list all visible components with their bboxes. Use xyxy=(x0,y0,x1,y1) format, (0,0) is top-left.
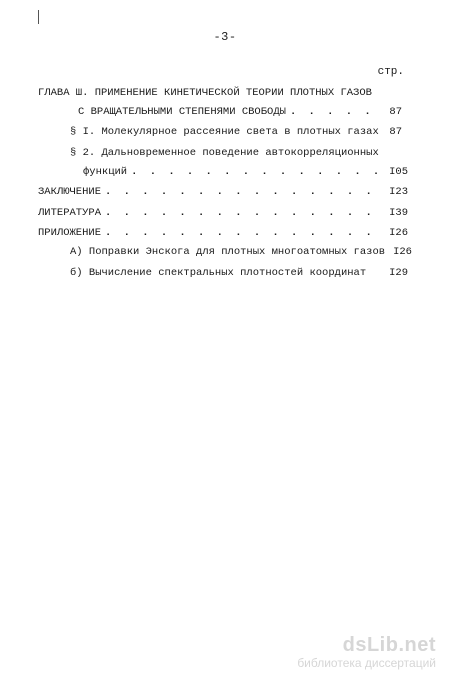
watermark-tagline: библиотека диссертаций xyxy=(297,656,436,670)
appendix-title: ПРИЛОЖЕНИЕ xyxy=(38,227,102,239)
toc-entry-appendix-a xyxy=(70,245,412,259)
page-number: -3- xyxy=(213,30,237,44)
dot-leader xyxy=(105,226,385,240)
chapter-3-title-line1: ГЛАВА Ш. ПРИМЕНЕНИЕ КИНЕТИЧЕСКОЙ ТЕОРИИ ПЛОТНЫХ ГАЗОВ xyxy=(38,87,372,99)
toc-entry-conclusion xyxy=(38,185,408,199)
section-2-title-line2: функций xyxy=(83,166,128,178)
page-column-header: стр. xyxy=(377,66,404,78)
toc-entry-appendix-b xyxy=(70,266,408,280)
section-2-title-line1: § 2. Дальновременное поведение автокорреляционных xyxy=(70,147,379,159)
toc-entry-section-2 xyxy=(83,165,408,179)
section-1-page: 87 xyxy=(389,126,402,138)
toc-entry-chapter-3 xyxy=(78,105,402,119)
toc-entry-appendix xyxy=(38,226,408,240)
dot-leader xyxy=(131,165,385,179)
section-2-page: I05 xyxy=(389,166,408,178)
watermark xyxy=(297,634,436,670)
chapter-3-title-line2: С ВРАЩАТЕЛЬНЫМИ СТЕПЕНЯМИ СВОБОДЫ xyxy=(78,106,286,118)
appendix-b-page: I29 xyxy=(389,267,408,279)
appendix-page: I26 xyxy=(389,227,408,239)
toc-entry-section-1 xyxy=(70,125,402,139)
appendix-b-title: б) Вычисление спектральных плотностей координат xyxy=(70,267,367,279)
margin-mark xyxy=(38,10,39,24)
conclusion-page: I23 xyxy=(389,186,408,198)
toc-entry-literature xyxy=(38,206,408,220)
dot-leader xyxy=(290,105,385,119)
dot-leader xyxy=(105,185,385,199)
literature-page: I39 xyxy=(389,207,408,219)
chapter-3-page: 87 xyxy=(389,106,402,118)
watermark-brand: dsLib.net xyxy=(342,634,436,656)
appendix-a-title: А) Поправки Энскога для плотных многоатомных газов xyxy=(70,246,386,258)
dot-leader xyxy=(105,206,385,220)
appendix-a-page: I26 xyxy=(393,246,412,258)
section-1-title: § I. Молекулярное рассеяние света в плотных газах xyxy=(70,126,379,138)
literature-title: ЛИТЕРАТУРА xyxy=(38,207,102,219)
conclusion-title: ЗАКЛЮЧЕНИЕ xyxy=(38,186,102,198)
